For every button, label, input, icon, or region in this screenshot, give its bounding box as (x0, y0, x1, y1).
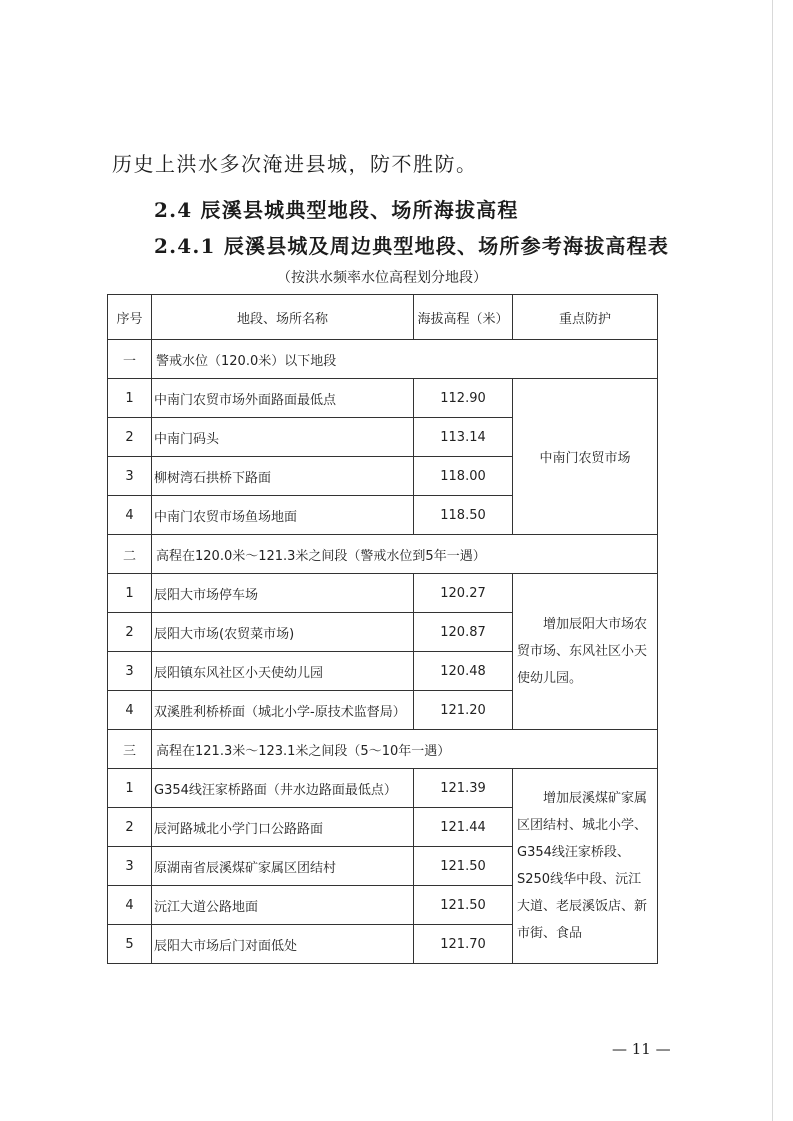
group-row (108, 535, 658, 574)
row-location: 辰阳大市场后门对面低处 (152, 925, 414, 964)
row-elevation: 120.87 (414, 613, 513, 652)
row-elevation: 113.14 (414, 418, 513, 457)
row-elevation: 118.50 (414, 496, 513, 535)
page-edge-line (772, 0, 773, 1121)
row-location: 双溪胜利桥桥面（城北小学-原技术监督局） (152, 691, 414, 730)
elevation-table (107, 294, 658, 964)
row-number: 5 (108, 925, 152, 964)
row-number: 3 (108, 652, 152, 691)
row-elevation: 120.27 (414, 574, 513, 613)
protection-text: 中南门农贸市场 (539, 451, 631, 466)
row-number: 4 (108, 886, 152, 925)
row-number: 1 (108, 574, 152, 613)
row-number: 1 (108, 769, 152, 808)
protection-text: 增加辰阳大市场农贸市场、东风社区小天使幼儿园。 (517, 617, 648, 686)
group-title: 警戒水位（120.0米）以下地段 (152, 340, 658, 379)
table-caption: （按洪水频率水位高程划分地段） (277, 270, 487, 286)
row-elevation: 118.00 (414, 457, 513, 496)
table-header-row (108, 295, 658, 340)
row-elevation: 112.90 (414, 379, 513, 418)
row-location: 辰河路城北小学门口公路路面 (152, 808, 414, 847)
row-location: 沅江大道公路地面 (152, 886, 414, 925)
group-row (108, 340, 658, 379)
row-number: 2 (108, 808, 152, 847)
row-location: 辰阳大市场(农贸菜市场) (152, 613, 414, 652)
row-number: 3 (108, 847, 152, 886)
group-title: 高程在121.3米～123.1米之间段（5～10年一遇） (152, 730, 658, 769)
row-location: 柳树湾石拱桥下路面 (152, 457, 414, 496)
protection-cell (513, 574, 658, 730)
row-elevation: 121.39 (414, 769, 513, 808)
header-index: 序号 (108, 295, 152, 340)
group-index: 三 (108, 730, 152, 769)
row-number: 2 (108, 613, 152, 652)
row-elevation: 121.50 (414, 886, 513, 925)
row-elevation: 121.20 (414, 691, 513, 730)
row-location: 辰阳镇东风社区小天使幼儿园 (152, 652, 414, 691)
row-number: 4 (108, 691, 152, 730)
group-index: 一 (108, 340, 152, 379)
row-location: 中南门农贸市场外面路面最低点 (152, 379, 414, 418)
table-row (108, 769, 658, 808)
row-number: 3 (108, 457, 152, 496)
protection-cell (513, 379, 658, 535)
protection-text: 增加辰溪煤矿家属区团结村、城北小学、G354线汪家桥段、S250线华中段、沅江大道、老辰溪饭店、新市街、食品 (517, 791, 648, 941)
row-elevation: 121.44 (414, 808, 513, 847)
row-location: 中南门码头 (152, 418, 414, 457)
header-elevation: 海拔高程（米） (414, 295, 513, 340)
row-elevation: 120.48 (414, 652, 513, 691)
row-number: 2 (108, 418, 152, 457)
row-location: 原湖南省辰溪煤矿家属区团结村 (152, 847, 414, 886)
row-location: G354线汪家桥路面（井水边路面最低点） (152, 769, 414, 808)
row-elevation: 121.50 (414, 847, 513, 886)
header-protection: 重点防护 (513, 295, 658, 340)
row-number: 4 (108, 496, 152, 535)
row-location: 辰阳大市场停车场 (152, 574, 414, 613)
row-number: 1 (108, 379, 152, 418)
table-row (108, 379, 658, 418)
protection-cell (513, 769, 658, 964)
paragraph-tail: 历史上洪水多次淹进县城，防不胜防。 (112, 152, 478, 176)
group-index: 二 (108, 535, 152, 574)
page-number: — 11 — (612, 1040, 671, 1058)
section-heading: 2.4 辰溪县城典型地段、场所海拔高程 (154, 198, 519, 222)
header-location: 地段、场所名称 (152, 295, 414, 340)
group-title: 高程在120.0米～121.3米之间段（警戒水位到5年一遇） (152, 535, 658, 574)
table-row (108, 574, 658, 613)
subsection-heading: 2.4.1 辰溪县城及周边典型地段、场所参考海拔高程表 (154, 234, 670, 258)
group-row (108, 730, 658, 769)
row-elevation: 121.70 (414, 925, 513, 964)
row-location: 中南门农贸市场鱼场地面 (152, 496, 414, 535)
